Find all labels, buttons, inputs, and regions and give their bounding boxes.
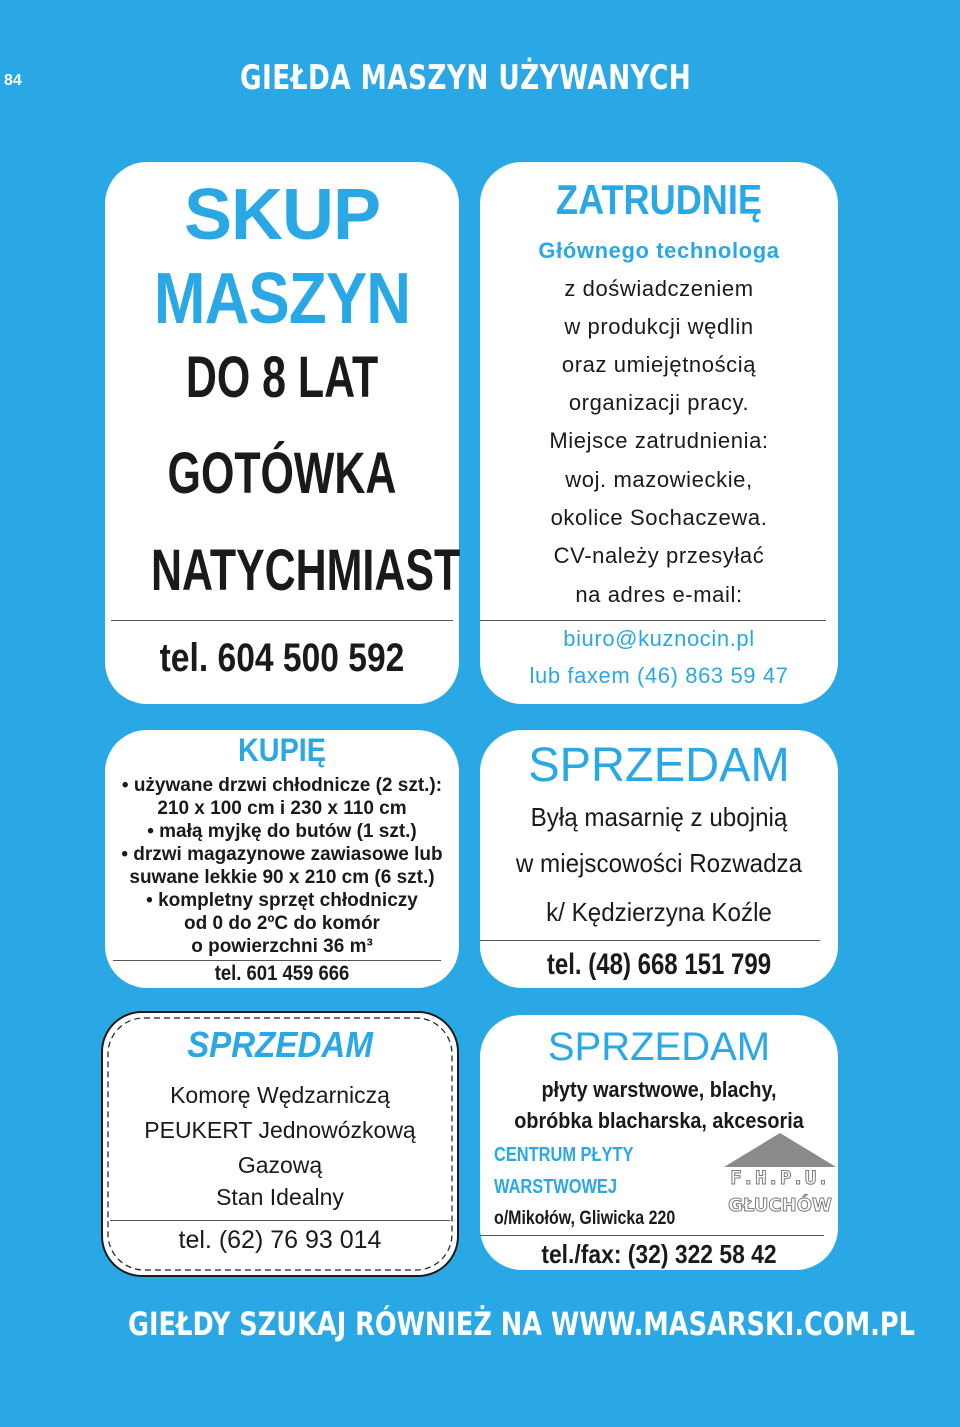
divider (110, 1220, 450, 1221)
ad-masarnia-line1: Byłą masarnię z ubojnią (530, 802, 788, 832)
ad-kupie-text: • drzwi magazynowe zawiasowe lub (121, 844, 443, 865)
page-footer: GIEŁDY SZUKAJ RÓWNIEŻ NA WWW.MASARSKI.COM.PL (128, 1305, 915, 1343)
ad-kupie-text: od 0 do 2ºC do komór (184, 913, 380, 934)
ad-kupie-text: 210 x 100 cm i 230 x 110 cm (157, 798, 407, 819)
ad-kupie-text: suwane lekkie 90 x 210 cm (6 szt.) (129, 867, 435, 888)
ad-sprzedam-plyty (480, 1015, 838, 1270)
ad-komora-title: SPRZEDAM (187, 1024, 373, 1065)
fhpu-logo (724, 1131, 836, 1231)
ad-kupie-text: o powierzchni 36 m³ (191, 936, 373, 957)
ad-zatrudnie-text: okolice Sochaczewa. (550, 505, 768, 530)
ad-masarnia-line2: w miejscowości Rozwadza (515, 848, 803, 878)
ad-skup-maszyn (105, 162, 459, 704)
ad-plyty-line2: obróbka blacharska, akcesoria (514, 1108, 804, 1133)
ad-skup-line4: GOTÓWKA (167, 441, 397, 506)
logo-top-text: F.H.P.U. (730, 1167, 830, 1189)
ad-skup-line5: NATYCHMIAST (151, 538, 461, 603)
ad-kupie-text: • kompletny sprzęt chłodniczy (146, 890, 418, 911)
divider (111, 620, 453, 621)
ad-komora-line4: Stan Idealny (216, 1184, 344, 1210)
ad-kupie-text: • używane drzwi chłodnicze (2 szt.): (121, 775, 443, 796)
ad-kupie-title: KUPIĘ (237, 732, 327, 768)
ad-zatrudnie-text: z doświadczeniem (564, 276, 754, 301)
ad-plyty-phone: tel./fax: (32) 322 58 42 (541, 1239, 777, 1269)
ad-kupie-text: • małą myjkę do butów (1 szt.) (147, 821, 417, 842)
logo-bottom-text: GŁUCHÓW (728, 1195, 832, 1216)
ad-zatrudnie-text: w produkcji wędlin (564, 314, 754, 339)
divider (113, 960, 441, 961)
divider (480, 940, 820, 941)
ad-zatrudnie-position: Głównego technologa (538, 238, 780, 263)
ad-zatrudnie-text: woj. mazowieckie, (565, 467, 753, 492)
divider (480, 1235, 824, 1236)
ad-skup-line1: SKUP (183, 175, 381, 255)
ad-skup-phone: tel. 604 500 592 (159, 636, 405, 680)
ad-zatrudnie-text: oraz umiejętnością (561, 352, 757, 377)
ad-sprzedam-komora (110, 1020, 450, 1268)
ad-komora-line3: Gazową (237, 1152, 323, 1178)
ad-komora-line2: PEUKERT Jednowózkową (144, 1117, 416, 1143)
page-number: 84 (4, 72, 22, 89)
ad-kupie (105, 730, 459, 988)
ad-komora-line1: Komorę Wędzarniczą (170, 1082, 390, 1108)
ad-skup-line2: MASZYN (153, 259, 411, 339)
ad-plyty-company2: WARSTWOWEJ (494, 1176, 617, 1198)
ad-plyty-company1: CENTRUM PŁYTY (494, 1144, 634, 1166)
ad-zatrudnie-text: Miejsce zatrudnienia: (549, 428, 769, 453)
divider (480, 620, 826, 621)
ad-zatrudnie-text: na adres e-mail: (575, 582, 743, 607)
ad-plyty-title: SPRZEDAM (547, 1025, 771, 1069)
ad-masarnia-line3: k/ Kędzierzyna Koźle (546, 897, 772, 927)
ad-zatrudnie (480, 162, 838, 704)
ad-masarnia-phone: tel. (48) 668 151 799 (546, 948, 772, 981)
ad-sprzedam-masarnia (480, 730, 838, 988)
ad-zatrudnie-fax: lub faxem (46) 863 59 47 (529, 663, 789, 688)
ad-plyty-address: o/Mikołów, Gliwicka 220 (494, 1208, 676, 1229)
ad-kupie-phone: tel. 601 459 666 (214, 962, 350, 985)
ad-masarnia-title: SPRZEDAM (528, 739, 790, 792)
ad-skup-line3: DO 8 LAT (185, 345, 379, 410)
ad-zatrudnie-text: organizacji pracy. (568, 390, 750, 415)
ad-zatrudnie-text: CV-należy przesyłać (553, 543, 765, 568)
ad-zatrudnie-title: ZATRUDNIĘ (556, 176, 762, 223)
ad-komora-phone: tel. (62) 76 93 014 (178, 1226, 382, 1254)
ad-zatrudnie-email: biuro@kuznocin.pl (563, 626, 755, 651)
page-title: GIEŁDA MASZYN UŻYWANYCH (240, 58, 692, 98)
ad-plyty-line1: płyty warstwowe, blachy, (541, 1077, 777, 1102)
